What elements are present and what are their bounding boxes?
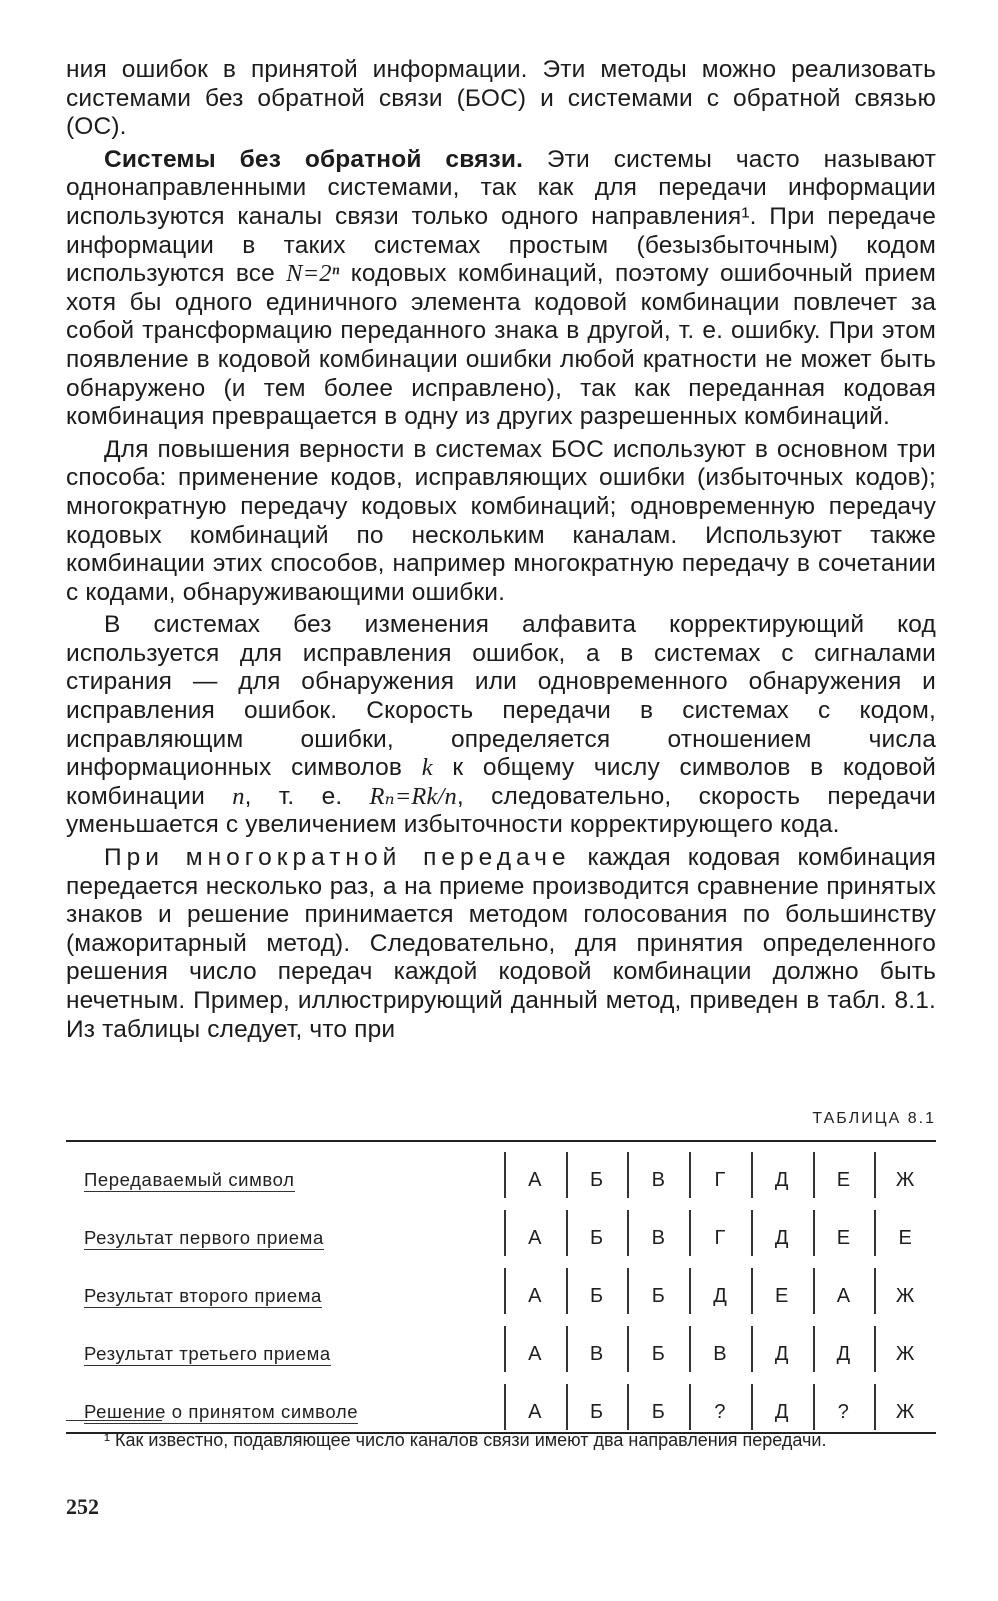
symbol-cell: А	[504, 1374, 566, 1432]
formula: N=2ⁿ	[286, 260, 340, 288]
paragraph-1: ния ошибок в принятой информации. Эти методы можно реализовать системами без обратной связи (БОС) и системами с обратной связью (ОС).	[66, 56, 936, 141]
symbol-cell: В	[689, 1316, 751, 1374]
row-label: Передаваемый символ	[84, 1169, 295, 1190]
formula: k	[421, 754, 433, 782]
spaced-emphasis: При многократной передаче	[104, 844, 571, 872]
symbol-cell: ?	[813, 1374, 875, 1432]
footnote-divider	[66, 1420, 162, 1421]
table-row	[66, 1316, 936, 1374]
symbol-cell: Г	[689, 1142, 751, 1200]
paragraph-5: При многократной передаче каждая кодовая комбинация передается несколько раз, а на приеме производится сравнение принятых знаков и решение принимается методом голосования по большинству (мажоритарный метод). Следовательно, для принятия определенного решения число передач каждой кодовой комбинации должно быть нечетным. Пример, иллюстрирующий данный метод, приведен в табл. 8.1. Из таблицы следует, что при	[66, 844, 936, 1043]
symbol-cell: В	[627, 1142, 689, 1200]
row-label-cell	[66, 1258, 504, 1316]
footnote: ¹ Как известно, подавляющее число каналов связи имеют два направления передачи.	[104, 1430, 827, 1450]
row-label: Результат второго приема	[84, 1285, 322, 1306]
symbol-cell: Д	[751, 1142, 813, 1200]
body-text	[66, 56, 936, 1044]
symbol-cell: Ж	[874, 1258, 936, 1316]
symbol-cell: Д	[751, 1200, 813, 1258]
row-label-cell	[66, 1200, 504, 1258]
row-label-cell	[66, 1142, 504, 1200]
symbol-cell: Ж	[874, 1374, 936, 1432]
symbol-cell: Б	[627, 1258, 689, 1316]
symbol-cell: Б	[566, 1374, 628, 1432]
row-label-cell	[66, 1374, 504, 1432]
symbol-cell: Е	[751, 1258, 813, 1316]
table-row	[66, 1142, 936, 1200]
row-label: Решение о принятом символе	[84, 1401, 359, 1422]
symbol-cell: Д	[751, 1316, 813, 1374]
table-8-1	[66, 1140, 936, 1434]
data-table	[66, 1142, 936, 1432]
symbol-cell: Б	[566, 1142, 628, 1200]
row-label-cell	[66, 1316, 504, 1374]
symbol-cell: Б	[566, 1200, 628, 1258]
table-row	[66, 1258, 936, 1316]
symbol-cell: А	[813, 1258, 875, 1316]
symbol-cell: В	[566, 1316, 628, 1374]
symbol-cell: Д	[813, 1316, 875, 1374]
paragraph-3: Для повышения верности в системах БОС используют в основном три способа: применение кодов, исправляющих ошибки (избыточных кодов); многократную передачу кодовых комбинаций; одновременную передачу кодовых комбинаций по нескольким каналам. Используют также комбинации этих способов, например многократную передачу в сочетании с кодами, обнаруживающими ошибки.	[66, 435, 936, 606]
symbol-cell: ?	[689, 1374, 751, 1432]
row-label: Результат первого приема	[84, 1227, 324, 1248]
symbol-cell: Е	[813, 1200, 875, 1258]
formula: n	[232, 782, 245, 810]
symbol-cell: Г	[689, 1200, 751, 1258]
symbol-cell: Е	[874, 1200, 936, 1258]
symbol-cell: Б	[627, 1374, 689, 1432]
paragraph-heading: Системы без обратной связи.	[104, 145, 524, 173]
symbol-cell: Б	[627, 1316, 689, 1374]
symbol-cell: Ж	[874, 1316, 936, 1374]
table-caption: ТАБЛИЦА 8.1	[812, 1110, 936, 1127]
symbol-cell: Е	[813, 1142, 875, 1200]
symbol-cell: Б	[566, 1258, 628, 1316]
row-label: Результат третьего приема	[84, 1343, 331, 1364]
symbol-cell: Д	[751, 1374, 813, 1432]
symbol-cell: А	[504, 1142, 566, 1200]
symbol-cell: А	[504, 1316, 566, 1374]
symbol-cell: Ж	[874, 1142, 936, 1200]
table-row	[66, 1374, 936, 1432]
symbol-cell: В	[627, 1200, 689, 1258]
symbol-cell: А	[504, 1200, 566, 1258]
paragraph-4: В системах без изменения алфавита корректирующий код используется для исправления ошибок, а в системах с сигналами стирания — для обнаружения или одновременного обнаружения и исправления ошибок. Скорость передачи в системах с кодом, исправляющим ошибки, определяется отношением числа информационных символов k к общему числу символов в кодовой комбинации n, т. е. Rₙ=Rk/n, следовательно, скорость передачи уменьшается с увеличением избыточности корректирующего кода.	[66, 611, 936, 839]
page-number: 252	[66, 1494, 99, 1519]
symbol-cell: Д	[689, 1258, 751, 1316]
formula: Rₙ=Rk/n	[369, 782, 457, 810]
symbol-cell: А	[504, 1258, 566, 1316]
table-row	[66, 1200, 936, 1258]
paragraph-2: Системы без обратной связи. Эти системы часто называют однонаправленными системами, так как для передачи информации используются каналы связи только одного направления¹. При передаче информации в таких системах простым (безызбыточным) кодом используются все N=2ⁿ кодовых комбинаций, поэтому ошибочный прием хотя бы одного единичного элемента кодовой комбинации повлечет за собой трансформацию переданного знака в другой, т. е. ошибку. При этом появление в кодовой комбинации ошибки любой кратности не может быть обнаружено (и тем более исправлено), так как переданная кодовая комбинация превращается в одну из других разрешенных комбинаций.	[66, 145, 936, 431]
